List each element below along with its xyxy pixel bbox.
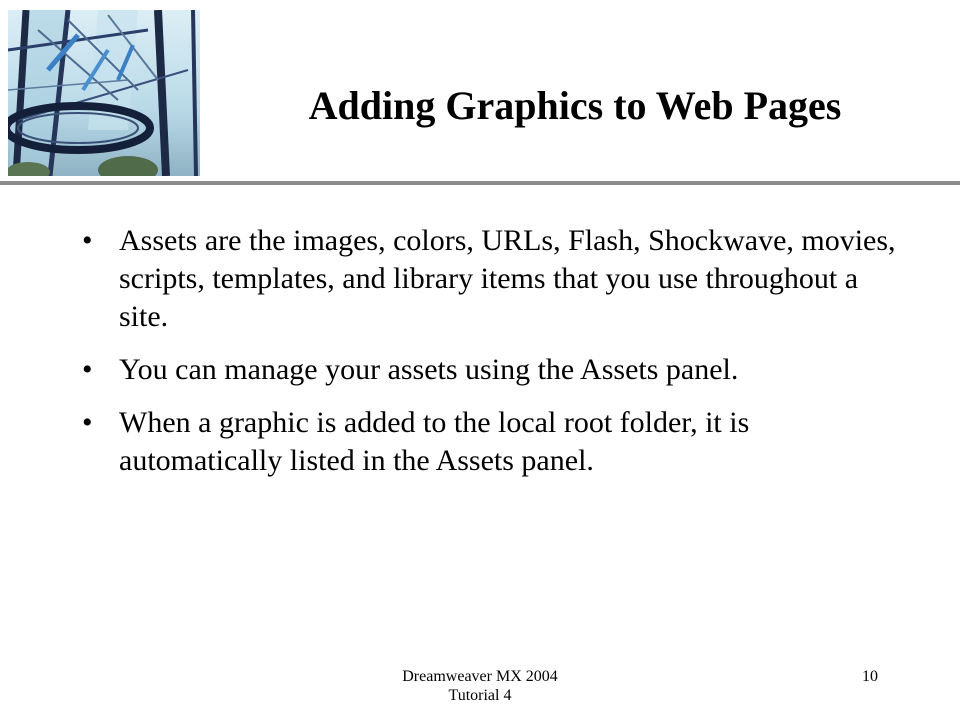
bullet-item [82,404,902,480]
bullet-point-icon: • [82,353,93,386]
corner-architecture-photo [8,10,200,176]
slide-title: Adding Graphics to Web Pages [308,83,842,128]
bullet-point-icon: • [82,224,93,257]
bullet-text: Assets are the images, colors, URLs, Flash, Shockwave, movies, scripts, templates, and library items that you use throughout a site. [119,224,896,333]
bullet-text: You can manage your assets using the Assets panel. [119,353,739,386]
title-divider [0,181,960,185]
bullet-item [82,351,902,389]
bullet-text: When a graphic is added to the local root folder, it is automatically listed in the Assets panel. [119,406,750,477]
footer-tutorial: Tutorial 4 [448,687,512,704]
bullet-item [82,222,902,336]
bullet-list [82,222,902,495]
footer-course-title: Dreamweaver MX 2004 [402,668,558,685]
architecture-photo-icon [8,10,200,176]
footer-course-info [340,667,620,705]
slide-number: 10 [862,668,878,685]
bullet-point-icon: • [82,406,93,439]
